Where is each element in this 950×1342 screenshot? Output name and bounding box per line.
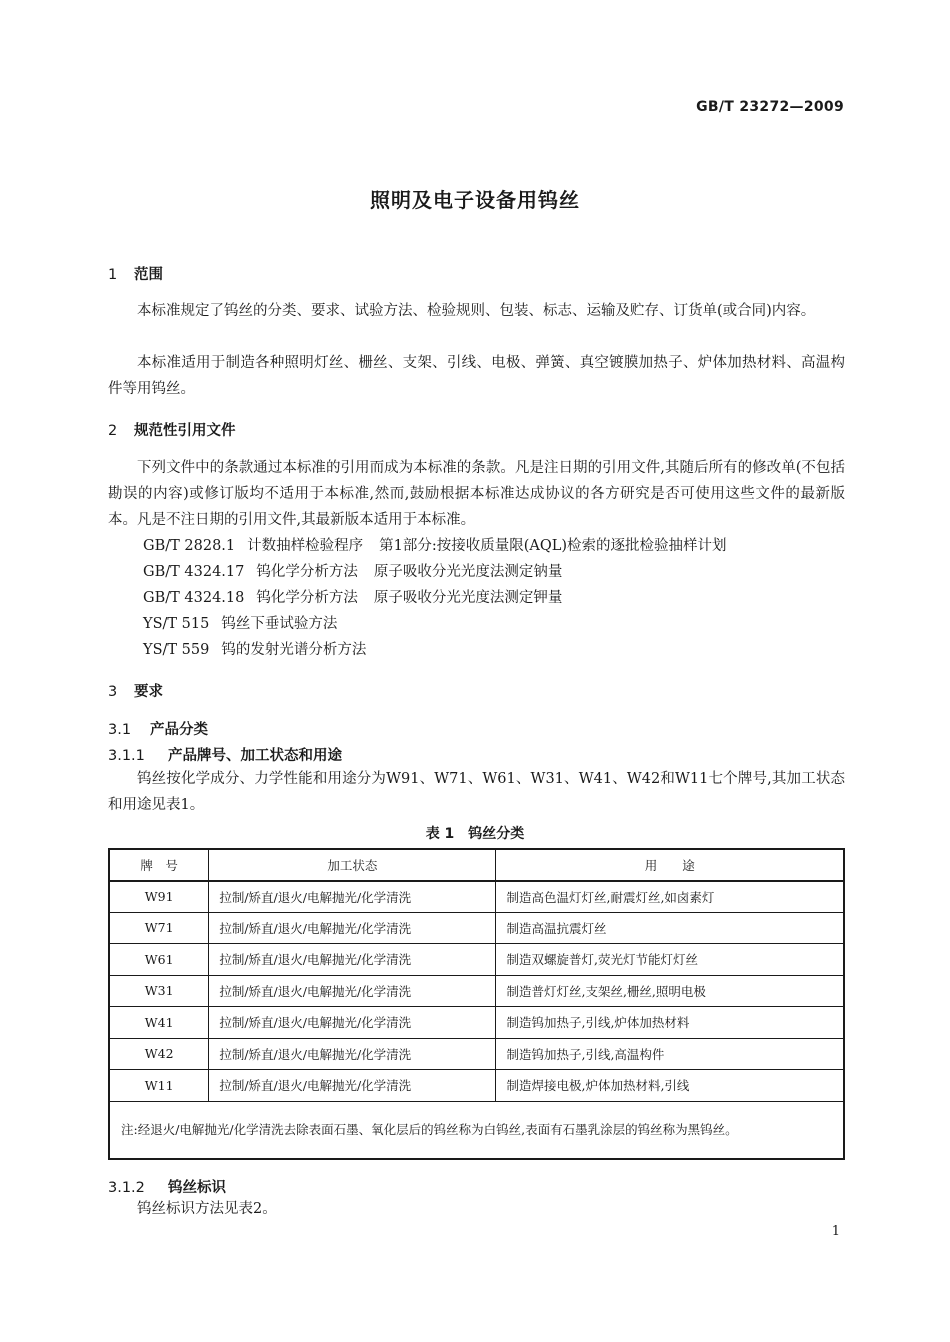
reference-code: GB/T 2828.1 [143, 538, 236, 554]
section-3-1-1-heading [108, 744, 342, 765]
state-cell: 拉制/矫直/退火/电解抛光/化学清洗 [209, 881, 496, 913]
section-title: 范围 [134, 267, 163, 283]
reference-item [143, 637, 382, 663]
grade-cell: W61 [109, 944, 209, 976]
section-title: 产品牌号、加工状态和用途 [168, 748, 342, 764]
section-number: 2 [108, 423, 118, 439]
section-3-1-2-paragraph: 钨丝标识方法见表2。 [137, 1201, 277, 1217]
section-number: 3.1 [108, 722, 132, 738]
section-3-1-1-paragraph: 钨丝按化学成分、力学性能和用途分为W91、W71、W61、W31、W41、W42和W11七个牌号,其加工状态和用途见表1。 [108, 771, 845, 813]
section-number: 3 [108, 684, 118, 700]
state-cell: 拉制/矫直/退火/电解抛光/化学清洗 [209, 944, 496, 976]
reference-item [143, 559, 562, 585]
section-1-paragraph-1: 本标准规定了钨丝的分类、要求、试验方法、检验规则、包装、标志、运输及贮存、订货单(或合同)内容。 [137, 303, 816, 319]
state-cell: 拉制/矫直/退火/电解抛光/化学清洗 [209, 912, 496, 944]
reference-item [143, 611, 353, 637]
reference-subtitle: 原子吸收分光光度法测定钾量 [373, 590, 563, 606]
table-row [109, 1070, 844, 1102]
section-2-paragraph-1: 下列文件中的条款通过本标准的引用而成为本标准的条款。凡是注日期的引用文件,其随后所有的修改单(不包括勘误的内容)或修订版均不适用于本标准,然而,鼓励根据本标准达成协议的各方研究是否可使用这些文件的最新版本。凡是不注日期的引用文件,其最新版本适用于本标准。 [108, 460, 845, 528]
table-row [109, 912, 844, 944]
reference-item [143, 533, 727, 559]
page-number: 1 [831, 1224, 840, 1239]
column-header: 用 途 [496, 849, 844, 881]
reference-code: YS/T 515 [143, 616, 210, 632]
grade-cell: W41 [109, 1007, 209, 1039]
section-title: 产品分类 [150, 722, 208, 738]
table-row [109, 1007, 844, 1039]
tungsten-classification-table [108, 848, 845, 1160]
reference-title: 钨丝下垂试验方法 [221, 616, 338, 632]
table-caption: 表 1 钨丝分类 [425, 826, 525, 842]
document-title: 照明及电子设备用钨丝 [370, 188, 580, 212]
section-3-1-2-heading [108, 1176, 226, 1197]
grade-cell: W91 [109, 881, 209, 913]
section-1-paragraph-2: 本标准适用于制造各种照明灯丝、栅丝、支架、引线、电极、弹簧、真空镀膜加热子、炉体加热材料、高温构件等用钨丝。 [108, 355, 845, 397]
use-cell: 制造高温抗震灯丝 [496, 912, 844, 944]
reference-title: 钨化学分析方法 [256, 564, 358, 580]
reference-title: 钨的发射光谱分析方法 [221, 642, 367, 658]
reference-subtitle: 第1部分:按接收质量限(AQL)检索的逐批检验抽样计划 [379, 538, 727, 554]
table-header-row [109, 849, 844, 881]
state-cell: 拉制/矫直/退火/电解抛光/化学清洗 [209, 975, 496, 1007]
column-header: 牌 号 [109, 849, 209, 881]
reference-subtitle: 原子吸收分光光度法测定钠量 [373, 564, 563, 580]
use-cell: 制造钨加热子,引线,高温构件 [496, 1038, 844, 1070]
table-row [109, 1038, 844, 1070]
table-row [109, 944, 844, 976]
reference-title: 计数抽样检验程序 [247, 538, 364, 554]
state-cell: 拉制/矫直/退火/电解抛光/化学清洗 [209, 1007, 496, 1039]
table-row [109, 975, 844, 1007]
reference-item [143, 585, 562, 611]
section-number: 3.1.1 [108, 748, 145, 764]
use-cell: 制造钨加热子,引线,炉体加热材料 [496, 1007, 844, 1039]
use-cell: 制造高色温灯灯丝,耐震灯丝,如卤素灯 [496, 881, 844, 913]
reference-code: GB/T 4324.18 [143, 590, 245, 606]
section-1-heading [108, 263, 163, 284]
section-title: 要求 [134, 684, 163, 700]
column-header: 加工状态 [209, 849, 496, 881]
grade-cell: W11 [109, 1070, 209, 1102]
section-title: 钨丝标识 [168, 1180, 226, 1196]
section-number: 3.1.2 [108, 1180, 145, 1196]
state-cell: 拉制/矫直/退火/电解抛光/化学清洗 [209, 1038, 496, 1070]
state-cell: 拉制/矫直/退火/电解抛光/化学清洗 [209, 1070, 496, 1102]
table-note: 注:经退火/电解抛光/化学清洗去除表面石墨、氧化层后的钨丝称为白钨丝,表面有石墨乳涂层的钨丝称为黑钨丝。 [109, 1101, 844, 1159]
section-3-1-heading [108, 718, 208, 739]
reference-title: 钨化学分析方法 [256, 590, 358, 606]
section-2-heading [108, 419, 236, 440]
reference-code: GB/T 4324.17 [143, 564, 245, 580]
section-number: 1 [108, 267, 118, 283]
table-row [109, 881, 844, 913]
section-3-heading [108, 680, 163, 701]
grade-cell: W31 [109, 975, 209, 1007]
use-cell: 制造双螺旋普灯,荧光灯节能灯灯丝 [496, 944, 844, 976]
grade-cell: W71 [109, 912, 209, 944]
table-note-row [109, 1101, 844, 1159]
grade-cell: W42 [109, 1038, 209, 1070]
section-title: 规范性引用文件 [134, 423, 236, 439]
standard-code: GB/T 23272—2009 [696, 99, 844, 115]
use-cell: 制造焊接电极,炉体加热材料,引线 [496, 1070, 844, 1102]
use-cell: 制造普灯灯丝,支架丝,栅丝,照明电极 [496, 975, 844, 1007]
reference-code: YS/T 559 [143, 642, 210, 658]
